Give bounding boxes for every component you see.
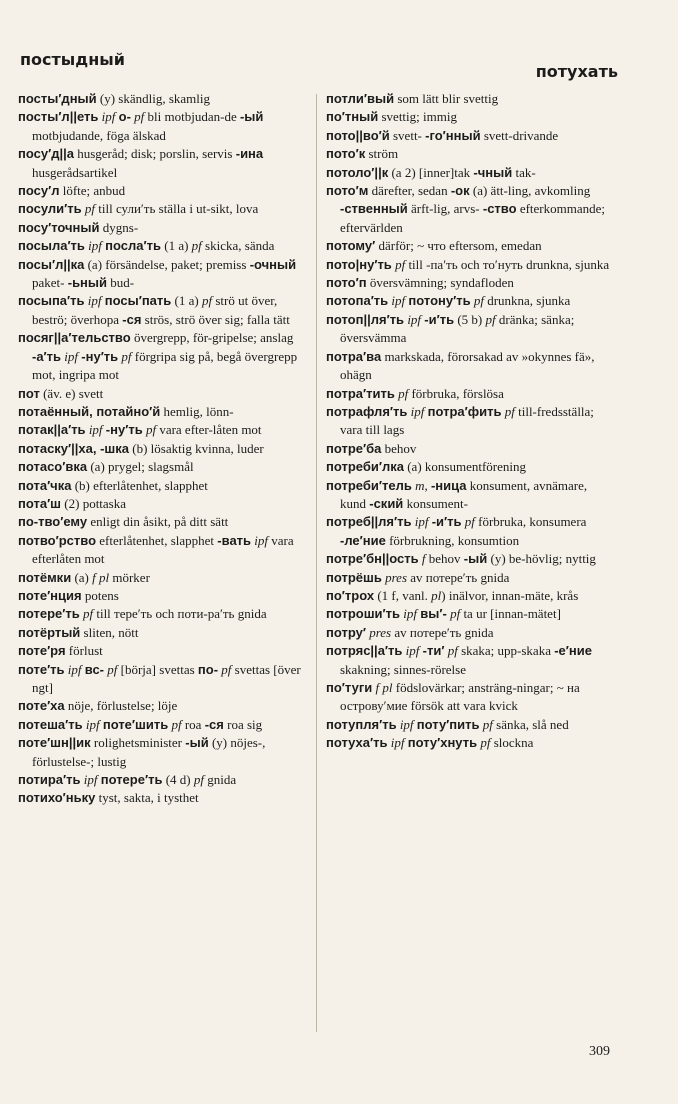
dictionary-entry: потуха′ть ipf поту′хнуть pf slockna <box>326 735 534 751</box>
dictionary-entry: пото|ну′ть pf till -па′ть och то′нуть drunkna, sjunka <box>326 256 610 272</box>
dictionary-entry: пота′ш (2) pottaska <box>18 495 127 511</box>
dictionary-entry: по′трох (1 f, vanl. pl) inälvor, innan-mäte, krås <box>326 587 579 603</box>
dictionary-entry: посу′точный dygns- <box>18 219 139 235</box>
dictionary-entry: потере′ть pf till тере′ть och поти-ра′ть gnida <box>18 606 267 622</box>
dictionary-entry: потаску′||ха, -шка (b) lösaktig kvinna, luder <box>18 440 264 456</box>
page-header <box>20 50 618 90</box>
dictionary-entry: поте′шн||ик rolighetsminister -ый (y) nöjes-, förlustelse-; lustig <box>18 735 266 769</box>
dictionary-entry: потоло′||к (a 2) [inner]tak -чный tak- <box>326 164 536 180</box>
dictionary-entry: потихо′ньку tyst, sakta, i tysthet <box>18 790 199 806</box>
dictionary-entry: поте′нция potens <box>18 587 119 603</box>
dictionary-entry: поте′ря förlust <box>18 643 103 659</box>
dictionary-entry: потли′вый som lätt blir svettig <box>326 91 499 106</box>
dictionary-entry: потра′ва markskada, förorsakad av »okynnes fä», ohägn <box>326 348 595 383</box>
dictionary-entry: потеша′ть ipf поте′шить pf roa -ся roa sig <box>18 716 263 732</box>
dictionary-entry: потра′тить pf förbruka, förslösa <box>326 385 504 401</box>
dictionary-entry: посты′л||еть ipf о- pf bli motbjudan-de -ый motbjudande, föga älskad <box>18 109 264 143</box>
dictionary-entry: пото||во′й svett- -го′нный svett-drivande <box>326 127 559 143</box>
dictionary-entry: посты′дный (y) skändlig, skamlig <box>18 91 211 106</box>
dictionary-entry: посяг||а′тельство övergrepp, för-gripelse; anslag -а′ть ipf -ну′ть pf förgripa sig på, begå övergrepp mot, ingripa mot <box>18 330 298 383</box>
dictionary-entry: посыпа′ть ipf посы′пать (1 a) pf strö ut över, beströ; överhopa -ся strös, strö över sig; falla tätt <box>18 293 290 327</box>
dictionary-entry: пото′п översvämning; syndafloden <box>326 275 514 291</box>
dictionary-entry: пот (äv. e) svett <box>18 385 104 401</box>
dictionary-entry: потроши′ть ipf вы′- pf ta ur [innan-mätet] <box>326 606 561 622</box>
dictionary-entry: потоп||ля′ть ipf -и′ть (5 b) pf dränka; sänka; översvämma <box>326 311 575 346</box>
dictionary-entry: по′туги f pl födslovärkar; ansträng-ningar; ~ на острову′мие försök att vara kvick <box>326 680 580 714</box>
dictionary-entry: потреб||ля′ть ipf -и′ть pf förbruka, konsumera -ле′ние förbrukning, konsumtion <box>326 514 587 548</box>
dictionary-entry: потасо′вка (a) prygel; slagsmål <box>18 459 194 475</box>
dictionary-entry: потёмки (a) f pl mörker <box>18 569 150 585</box>
right-guide-word: потухать <box>535 62 618 81</box>
dictionary-entry: потира′ть ipf потере′ть (4 d) pf gnida <box>18 772 237 788</box>
left-column <box>18 90 308 808</box>
dictionary-entry: потак||а′ть ipf -ну′ть pf vara efter-låten mot <box>18 422 262 438</box>
dictionary-entry: потру′ pres av потере′ть gnida <box>326 624 494 640</box>
dictionary-entry: потреби′тель m, -ница konsument, avnämare, kund -ский konsument- <box>326 477 588 511</box>
dictionary-entry: потво′рство efterlåtenhet, slapphet -вать ipf vara efterlåten mot <box>18 532 294 567</box>
dictionary-entry: потрёшь pres av потере′ть gnida <box>326 569 510 585</box>
dictionary-entry: посыла′ть ipf посла′ть (1 a) pf skicka, sända <box>18 238 275 254</box>
dictionary-entry: посы′л||ка (a) försändelse, paket; premiss -очный paket- -ьный bud- <box>18 256 297 291</box>
dictionary-entry: потаённый, потайно′й hemlig, lönn- <box>18 403 234 419</box>
dictionary-entry: пото′к ström <box>326 146 399 162</box>
dictionary-entry: пота′чка (b) efterlåtenhet, slapphet <box>18 477 208 493</box>
dictionary-entry: потре′бн||ость f behov -ый (y) be-hövlig; nyttig <box>326 551 596 567</box>
dictionary-entry: посу′д||а husgeråd; disk; porslin, servis -ина husgerådsartikel <box>18 146 264 180</box>
dictionary-entry: потряс||а′ть ipf -ти′ pf skaka; upp-skaka -е′ние skakning; sinnes-rörelse <box>326 643 592 677</box>
dictionary-entry: пото′м därefter, sedan -ок (a) ätt-ling, avkomling -ственный ärft-lig, arvs- -ство efterkommande; eftervärlden <box>326 183 605 235</box>
dictionary-entry: поте′ха nöje, förlustelse; löje <box>18 698 178 714</box>
dictionary-entry: по-тво′ему enligt din åsikt, på ditt sätt <box>18 514 229 530</box>
dictionary-entry: потопа′ть ipf потону′ть pf drunkna, sjunka <box>326 293 571 309</box>
right-column <box>326 90 616 753</box>
left-guide-word: постыдный <box>20 50 125 69</box>
column-divider <box>316 94 317 1032</box>
dictionary-entry: посули′ть pf till сули′ть ställa i ut-sikt, lova <box>18 201 259 217</box>
dictionary-entry: потупля′ть ipf поту′пить pf sänka, slå ned <box>326 716 569 732</box>
dictionary-entry: потрафля′ть ipf потра′фить pf till-fredsställa; vara till lags <box>326 403 594 438</box>
dictionary-entry: потёртый sliten, nött <box>18 624 139 640</box>
dictionary-entry: потому′ därför; ~ что eftersom, emedan <box>326 238 542 254</box>
dictionary-entry: поте′ть ipf вс- pf [börja] svettas по- pf svettas [över ngt] <box>18 661 301 695</box>
dictionary-entry: потреби′лка (a) konsumentförening <box>326 459 526 475</box>
dictionary-entry: потре′ба behov <box>326 440 417 456</box>
page-number: 309 <box>589 1044 610 1059</box>
dictionary-entry: по′тный svettig; immig <box>326 109 457 125</box>
dictionary-entry: посу′л löfte; anbud <box>18 183 126 199</box>
